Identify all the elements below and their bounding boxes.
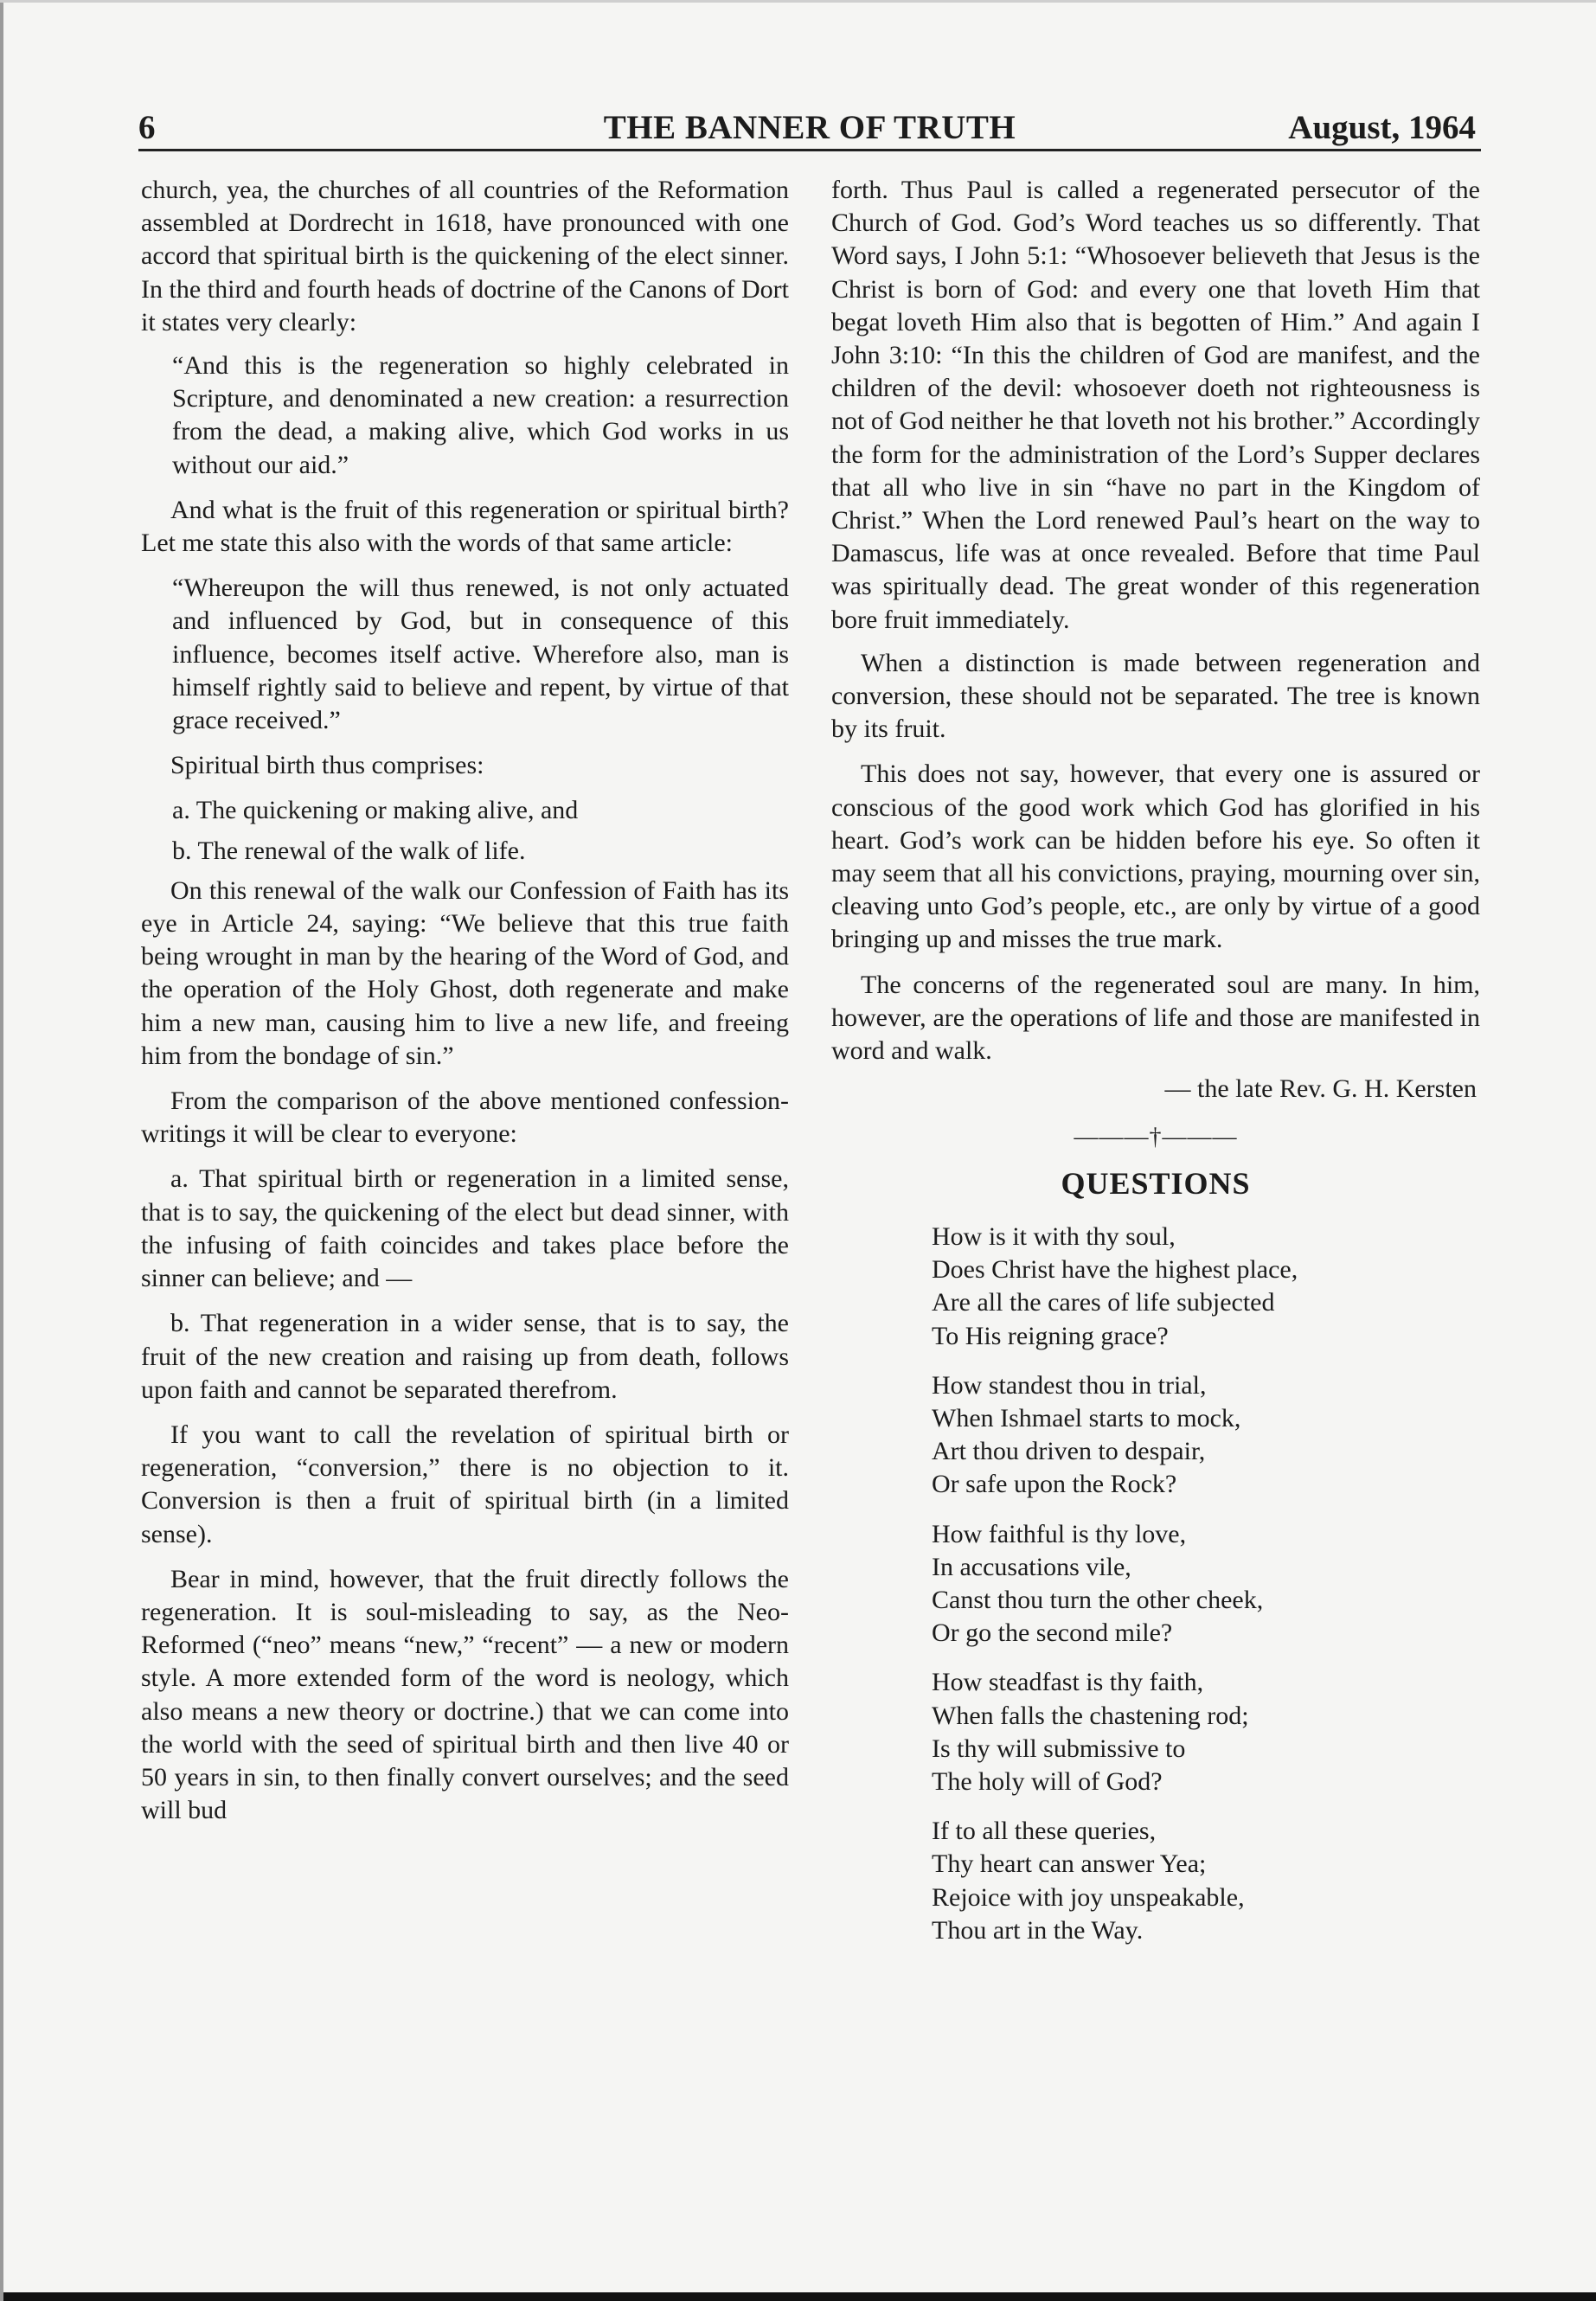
poem-line: Thy heart can answer Yea;	[932, 1849, 1207, 1879]
right-paragraph: This does not say, however, that every one is assured or conscious of the good work which God has glorified in his heart. God’s work can be hidden before his eye. So often it may seem that all his convictions, praying, mourning over sin, cleaving unto God’s people, etc., are only by virtue of a good bringing up and misses the true mark.	[831, 760, 1480, 954]
poem-line: How steadfast is thy faith,	[932, 1668, 1204, 1697]
right-paragraph: forth. Thus Paul is called a regenerated persecutor of the Church of God. God’s Word teaches us so differently. That Word says, I John 5:1: “Whosoever believeth that Jesus is the Christ is born of God: and every one that loveth Him that begat loveth Him also that is begotten of Him.” And again I John 3:10: “In this the children of God are manifest, and the children of the devil: whosoever doeth not righteousness is not of God neither he that loveth not his brother.” Accordingly the form for the administration of the Lord’s Supper declares that all who live in sin “have no part in the Kingdom of Christ.” When the Lord renewed Paul’s heart on the way to Damascus, life was at once revealed. Before that time Paul was spiritually dead. The great wonder of this regeneration bore fruit immediately.	[831, 176, 1480, 634]
publication-title: THE BANNER OF TRUTH	[603, 109, 1016, 146]
right-column	[831, 174, 1480, 1964]
poem-stanza	[932, 1666, 1480, 1798]
poem-stanza	[932, 1369, 1480, 1502]
right-paragraph: The concerns of the regenerated soul are many. In him, however, are the operations of life and those are manifested in word and walk.	[831, 970, 1480, 1066]
left-paragraph: church, yea, the churches of all countries of the Reformation assembled at Dordrecht in 1618, have pronounced with one accord that spiritual birth is the quickening of the elect sinner. In the third and fourth heads of doctrine of the Canons of Dort it states very clearly:	[141, 176, 789, 336]
poem-stanza	[932, 1518, 1480, 1650]
right-paragraph: When a distinction is made between regeneration and conversion, these should not be separated. The tree is known by its fruit.	[831, 648, 1480, 744]
poem-line: How is it with thy soul,	[932, 1221, 1176, 1251]
left-paragraph: “Whereupon the will thus renewed, is not only actuated and influenced by God, but in consequence of this influence, becomes itself active. Wherefore also, man is himself rightly said to believe and repent, by virtue of that grace received.”	[172, 574, 789, 735]
left-paragraph: From the comparison of the above mentioned confession-writings it will be clear to everyone:	[141, 1086, 789, 1149]
poem-line: Rejoice with joy unspeakable,	[932, 1882, 1245, 1912]
poem-line: How faithful is thy love,	[932, 1519, 1187, 1548]
left-column	[141, 174, 789, 1839]
poem-line: When Ishmael starts to mock,	[932, 1403, 1241, 1433]
poem-line: If to all these queries,	[932, 1817, 1157, 1846]
section-divider: ———†———	[1074, 1124, 1238, 1151]
poem-line: Art thou driven to despair,	[932, 1437, 1206, 1466]
left-paragraph: b. The renewal of the walk of life.	[172, 836, 526, 865]
right-column-paragraphs	[831, 174, 1480, 1067]
left-paragraph: a. That spiritual birth or regeneration in a limited sense, that is to say, the quickening of the elect but dead sinner, with the infusing of faith coincides and takes place before the sinner can believe; and —	[141, 1164, 789, 1293]
author-signature: — the late Rev. G. H. Kersten	[1164, 1074, 1477, 1104]
left-paragraph: Spiritual birth thus comprises:	[170, 751, 484, 780]
poem-line: When falls the chastening rod;	[932, 1701, 1249, 1730]
poem-stanza	[932, 1221, 1480, 1353]
poem-line: In accusations vile,	[932, 1552, 1131, 1581]
left-paragraph: “And this is the regeneration so highly celebrated in Scripture, and denominated a new creation: a resurrection from the dead, a making alive, which God works in us without our aid.”	[172, 351, 789, 479]
poem-line: The holy will of God?	[932, 1766, 1163, 1796]
left-paragraph: b. That regeneration in a wider sense, that is to say, the fruit of the new creation and raising up from death, follows upon faith and cannot be separated therefrom.	[141, 1309, 789, 1404]
poem-line: How standest thou in trial,	[932, 1370, 1207, 1400]
running-header	[138, 105, 1481, 151]
poem-stanza	[932, 1815, 1480, 1947]
poem-line: Is thy will submissive to	[932, 1734, 1186, 1763]
left-paragraph: And what is the fruit of this regeneration or spiritual birth? Let me state this also with the words of that same article:	[141, 495, 789, 558]
poem-line: Canst thou turn the other cheek,	[932, 1585, 1264, 1614]
questions-poem	[831, 1221, 1480, 1947]
questions-title: QUESTIONS	[1061, 1165, 1251, 1201]
issue-date: August, 1964	[1288, 109, 1476, 146]
left-paragraph: a. The quickening or making alive, and	[172, 796, 579, 825]
poem-line: To His reigning grace?	[932, 1321, 1169, 1350]
poem-line: Does Christ have the highest place,	[932, 1255, 1298, 1285]
page-number: 6	[138, 109, 156, 146]
poem-line: Are all the cares of life subjected	[932, 1288, 1275, 1317]
left-paragraph: If you want to call the revelation of spiritual birth or regeneration, “conversion,” there is no objection to it. Conversion is then a fruit of spiritual birth (in a limited sense).	[141, 1420, 789, 1548]
page-edge-shadow	[0, 3, 3, 2301]
poem-line: Or go the second mile?	[932, 1618, 1173, 1648]
left-paragraph: On this renewal of the walk our Confession of Faith has its eye in Article 24, saying: “We believe that this true faith being wrought in man by the hearing of the Word of God, and the operation of the Holy Ghost, doth regenerate and make him a new man, causing him to live a new life, and freeing him from the bondage of sin.”	[141, 875, 789, 1070]
left-paragraph: Bear in mind, however, that the fruit directly follows the regeneration. It is soul-misleading to say, as the Neo-Reformed (“neo” means “new,” “recent” — a new or modern style. A more extended form of the word is neology, which also means a new theory or doctrine.) that we can come into the world with the seed of spiritual birth and then live 40 or 50 years in sin, to then finally convert ourselves; and the seed will bud	[141, 1564, 789, 1825]
poem-line: Or safe upon the Rock?	[932, 1470, 1177, 1499]
poem-line: Thou art in the Way.	[932, 1915, 1144, 1945]
